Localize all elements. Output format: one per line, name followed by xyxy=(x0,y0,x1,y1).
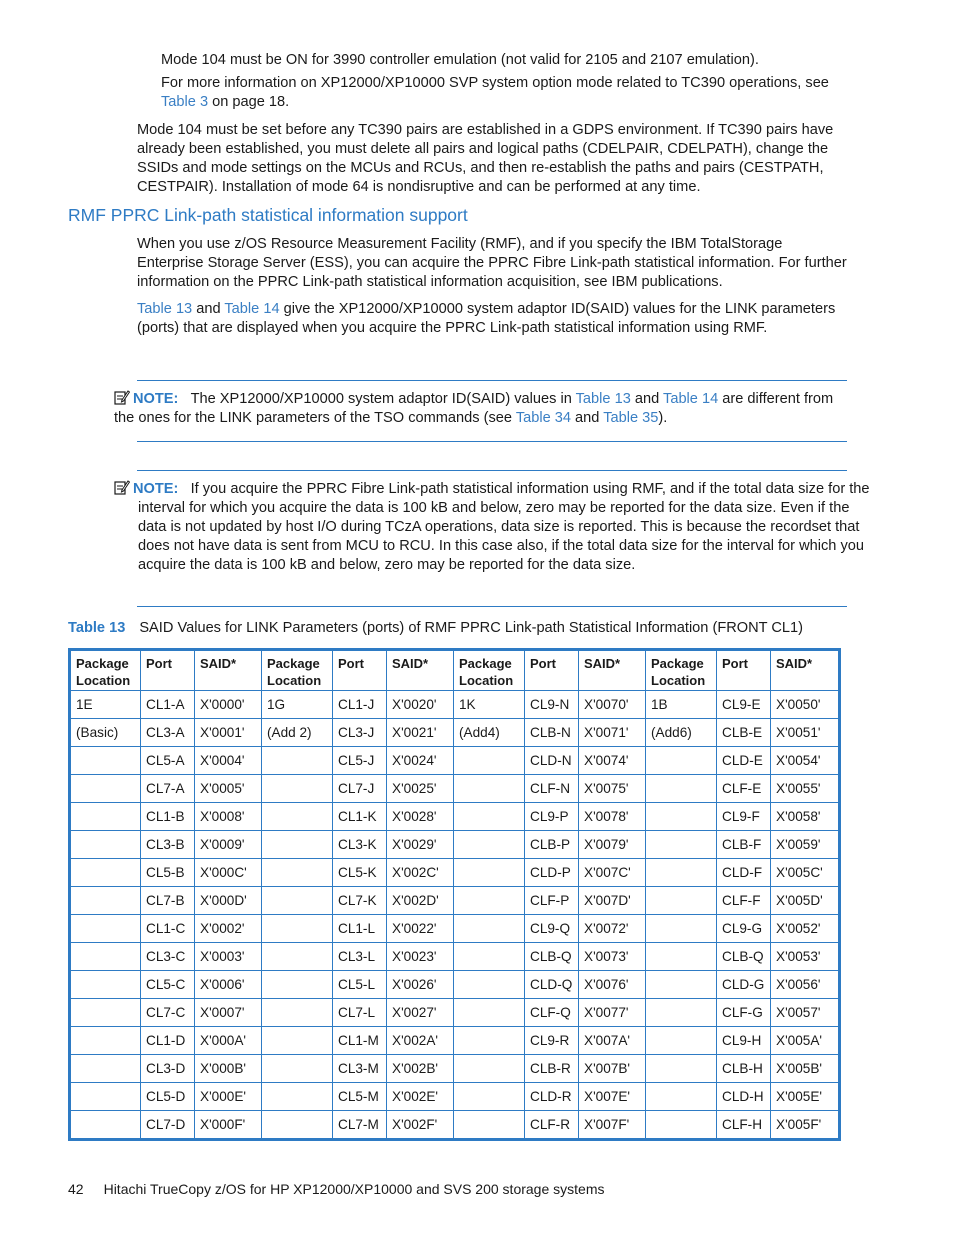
table-cell: X'0021' xyxy=(387,719,454,747)
table-cell: X'007B' xyxy=(579,1055,646,1083)
table-cell: CL3-D xyxy=(141,1055,195,1083)
table-cell xyxy=(454,915,525,943)
column-header: Port xyxy=(525,650,579,691)
table-row xyxy=(70,1027,840,1055)
table-cell: X'002D' xyxy=(387,887,454,915)
para2-text: give the XP12000/XP10000 system adaptor ID(SAID) values for the LINK parameters (ports) that are displayed when you acquire the PPRC Link-path statistical information using RMF. xyxy=(137,301,836,336)
section-paragraph-1: When you use z/OS Resource Measurement Facility (RMF), and if you specify the IBM TotalStorage Enterprise Storage Server (ESS), you can acquire the PPRC Fibre Link-path statistical information. For further information on the PPRC Link-path statistical information acquisition, see IBM publications. xyxy=(137,236,847,290)
table-cell xyxy=(70,971,141,999)
table-cell xyxy=(262,1055,333,1083)
table-cell xyxy=(454,887,525,915)
table-row xyxy=(70,999,840,1027)
table-cell: (Add 2) xyxy=(262,719,333,747)
column-header: Package Location xyxy=(646,650,717,691)
table-cell: X'005B' xyxy=(771,1055,840,1083)
table-cell: X'0057' xyxy=(771,999,840,1027)
table-cell xyxy=(70,803,141,831)
intro-line-2 xyxy=(161,74,836,112)
table-cell: X'0026' xyxy=(387,971,454,999)
table-cell: CL5-C xyxy=(141,971,195,999)
table-cell: X'000A' xyxy=(195,1027,262,1055)
page-number: 42 xyxy=(68,1181,84,1197)
note-2-top-rule xyxy=(137,470,847,471)
table-cell: CL9-F xyxy=(717,803,771,831)
table-cell: X'0028' xyxy=(387,803,454,831)
table-cell: X'0055' xyxy=(771,775,840,803)
table-cell: X'0059' xyxy=(771,831,840,859)
intro-line-2-tail: on page 18. xyxy=(208,94,290,110)
table-cell xyxy=(454,775,525,803)
table-cell: CLD-G xyxy=(717,971,771,999)
table-cell: CLB-N xyxy=(525,719,579,747)
table-cell: CL5-L xyxy=(333,971,387,999)
column-header: SAID* xyxy=(579,650,646,691)
column-header: Package Location xyxy=(454,650,525,691)
table-cell: X'002C' xyxy=(387,859,454,887)
table-cell: X'002A' xyxy=(387,1027,454,1055)
table-13-link[interactable]: Table 13 xyxy=(137,301,193,317)
table-cell xyxy=(262,775,333,803)
table-row xyxy=(70,887,840,915)
note-1-text-2: and xyxy=(630,391,664,407)
column-header: SAID* xyxy=(195,650,262,691)
table-cell: X'0008' xyxy=(195,803,262,831)
table-cell: CLD-N xyxy=(525,747,579,775)
table-cell xyxy=(454,803,525,831)
table-cell: X'0071' xyxy=(579,719,646,747)
note-1-text-5: ). xyxy=(658,410,668,426)
table-cell: X'005D' xyxy=(771,887,840,915)
table-cell: X'0009' xyxy=(195,831,262,859)
para2-and: and xyxy=(192,301,225,317)
table-cell xyxy=(70,1027,141,1055)
table-cell: CLF-H xyxy=(717,1111,771,1140)
section-paragraph-2 xyxy=(137,300,837,338)
table-cell xyxy=(454,747,525,775)
table-cell: X'007C' xyxy=(579,859,646,887)
table-row xyxy=(70,971,840,999)
table-cell xyxy=(262,1083,333,1111)
table-cell: X'0004' xyxy=(195,747,262,775)
table-cell: CLD-F xyxy=(717,859,771,887)
table-cell: CL1-J xyxy=(333,691,387,719)
said-table xyxy=(68,648,841,1141)
table-cell xyxy=(70,859,141,887)
table-cell: X'000F' xyxy=(195,1111,262,1140)
table-cell: 1K xyxy=(454,691,525,719)
table-caption-label: Table 13 xyxy=(68,620,126,636)
table-cell: X'0070' xyxy=(579,691,646,719)
table-cell: X'007F' xyxy=(579,1111,646,1140)
table-cell xyxy=(262,1111,333,1140)
table-cell: X'000D' xyxy=(195,887,262,915)
section-heading: RMF PPRC Link-path statistical information support xyxy=(68,205,468,225)
table-cell xyxy=(70,747,141,775)
table-cell xyxy=(646,1083,717,1111)
table-cell xyxy=(454,1027,525,1055)
note-1-text-3: are different from the ones for the LINK parameters of the TSO commands (see xyxy=(114,391,834,426)
table-cell xyxy=(70,831,141,859)
table-row xyxy=(70,719,840,747)
table-3-link[interactable]: Table 3 xyxy=(161,94,209,110)
table-cell xyxy=(646,971,717,999)
table-cell: CLB-H xyxy=(717,1055,771,1083)
table-cell: X'0029' xyxy=(387,831,454,859)
table-cell: CLB-E xyxy=(717,719,771,747)
table-cell: CL3-C xyxy=(141,943,195,971)
table-cell: X'0025' xyxy=(387,775,454,803)
table-cell xyxy=(70,1083,141,1111)
table-cell xyxy=(70,943,141,971)
table-cell: CL7-B xyxy=(141,887,195,915)
note-2-label: NOTE: xyxy=(133,481,179,497)
table-header-row xyxy=(70,650,840,691)
table-cell: X'0056' xyxy=(771,971,840,999)
table-cell: CL7-L xyxy=(333,999,387,1027)
note-1-text-1: The XP12000/XP10000 system adaptor ID(SAID) values in xyxy=(190,391,576,407)
note-1-text-4: and xyxy=(571,410,604,426)
table-cell xyxy=(262,1027,333,1055)
table-cell: 1E xyxy=(70,691,141,719)
table-cell: CLB-R xyxy=(525,1055,579,1083)
table-cell: X'0006' xyxy=(195,971,262,999)
table-cell xyxy=(646,887,717,915)
table-cell: CL7-M xyxy=(333,1111,387,1140)
footer-title: Hitachi TrueCopy z/OS for HP XP12000/XP10000 and SVS 200 storage systems xyxy=(103,1181,605,1197)
table-row xyxy=(70,943,840,971)
table-cell: X'0020' xyxy=(387,691,454,719)
table-cell: X'005E' xyxy=(771,1083,840,1111)
note-1-label: NOTE: xyxy=(133,391,179,407)
table-cell: CLF-Q xyxy=(525,999,579,1027)
table-cell: CL7-A xyxy=(141,775,195,803)
table-cell: CL9-E xyxy=(717,691,771,719)
table-cell xyxy=(454,943,525,971)
table-cell: CLF-N xyxy=(525,775,579,803)
table-row xyxy=(70,915,840,943)
table-cell xyxy=(70,887,141,915)
table-cell: X'002F' xyxy=(387,1111,454,1140)
table-cell xyxy=(646,943,717,971)
table-cell: CL1-B xyxy=(141,803,195,831)
table-cell xyxy=(454,971,525,999)
table-cell xyxy=(646,1111,717,1140)
table-cell: CL1-A xyxy=(141,691,195,719)
table-cell: CL5-B xyxy=(141,859,195,887)
table-cell xyxy=(70,1055,141,1083)
table-cell xyxy=(646,1055,717,1083)
table-cell xyxy=(454,1083,525,1111)
table-cell: CL1-L xyxy=(333,915,387,943)
table-cell: X'0003' xyxy=(195,943,262,971)
table-cell: X'007A' xyxy=(579,1027,646,1055)
table-cell: CL1-C xyxy=(141,915,195,943)
table-cell: CL5-J xyxy=(333,747,387,775)
note-1-table-14-link[interactable]: Table 14 xyxy=(663,391,719,407)
table-caption xyxy=(68,619,803,638)
table-cell: CL3-K xyxy=(333,831,387,859)
table-cell: CLF-E xyxy=(717,775,771,803)
table-cell: X'007E' xyxy=(579,1083,646,1111)
table-cell: CL3-B xyxy=(141,831,195,859)
table-cell: CLD-R xyxy=(525,1083,579,1111)
table-cell xyxy=(646,1027,717,1055)
table-cell: X'0022' xyxy=(387,915,454,943)
table-cell: X'0023' xyxy=(387,943,454,971)
table-cell: CLB-F xyxy=(717,831,771,859)
table-cell: CL9-N xyxy=(525,691,579,719)
table-cell: X'0052' xyxy=(771,915,840,943)
note-icon xyxy=(114,479,130,495)
note-icon xyxy=(114,389,130,405)
note-1-table-35-link[interactable]: Table 35 xyxy=(603,410,659,426)
table-row xyxy=(70,747,840,775)
table-cell: X'000C' xyxy=(195,859,262,887)
note-2-text: If you acquire the PPRC Fibre Link-path statistical information using RMF, and if the total data size for the interval for which you acquire the data is 100 kB and below, zero may be reported for the data size. Even if the data is not updated by host I/O during TCzA operations, data size is reported. This is because the recordset that does not have data is sent from MCU to RCU. In this case also, if the total data size for the interval for which you acquire the data is 100 kB and below, zero may be reported for the data size. xyxy=(138,481,870,573)
note-1-table-13-link[interactable]: Table 13 xyxy=(575,391,631,407)
table-cell: X'0073' xyxy=(579,943,646,971)
table-cell: X'0075' xyxy=(579,775,646,803)
table-cell: CL3-A xyxy=(141,719,195,747)
table-cell xyxy=(454,859,525,887)
table-cell xyxy=(262,803,333,831)
table-cell: X'0053' xyxy=(771,943,840,971)
table-cell: CL3-L xyxy=(333,943,387,971)
table-cell: CL7-J xyxy=(333,775,387,803)
note-1 xyxy=(114,389,839,428)
table-cell: (Add4) xyxy=(454,719,525,747)
table-row xyxy=(70,1111,840,1140)
intro-line-2-text: For more information on XP12000/XP10000 SVP system option mode related to TC390 operations, see xyxy=(161,75,829,91)
column-header: SAID* xyxy=(387,650,454,691)
table-cell: X'0074' xyxy=(579,747,646,775)
table-cell: X'005C' xyxy=(771,859,840,887)
table-cell xyxy=(454,1111,525,1140)
column-header: Package Location xyxy=(70,650,141,691)
table-cell: X'0002' xyxy=(195,915,262,943)
column-header: SAID* xyxy=(771,650,840,691)
table-cell xyxy=(646,915,717,943)
table-cell xyxy=(454,1055,525,1083)
note-2 xyxy=(114,479,870,575)
table-cell: CLF-G xyxy=(717,999,771,1027)
table-cell: 1B xyxy=(646,691,717,719)
table-cell: X'0001' xyxy=(195,719,262,747)
table-cell: X'0076' xyxy=(579,971,646,999)
table-cell: X'002E' xyxy=(387,1083,454,1111)
table-cell: X'0027' xyxy=(387,999,454,1027)
table-cell: CL1-M xyxy=(333,1027,387,1055)
table-cell xyxy=(70,1111,141,1140)
column-header: Port xyxy=(333,650,387,691)
table-cell xyxy=(262,943,333,971)
table-cell: CL9-R xyxy=(525,1027,579,1055)
table-cell: CL9-G xyxy=(717,915,771,943)
intro-paragraph: Mode 104 must be set before any TC390 pairs are established in a GDPS environment. If TC390 pairs have already been established, you must delete all pairs and logical paths (CDELPAIR, CDELPATH), change the SSIDs and mode settings on the MCUs and RCUs, and then re-establish the paths and pairs (CESTPATH, CESTPAIR). Installation of mode 64 is nondisruptive and can be performed at any time. xyxy=(137,122,834,195)
note-1-table-34-link[interactable]: Table 34 xyxy=(515,410,571,426)
table-cell xyxy=(454,831,525,859)
table-row xyxy=(70,803,840,831)
table-cell: CL5-D xyxy=(141,1083,195,1111)
table-cell xyxy=(70,999,141,1027)
column-header: Port xyxy=(141,650,195,691)
table-cell: X'0005' xyxy=(195,775,262,803)
table-row xyxy=(70,1083,840,1111)
page-footer xyxy=(68,1180,604,1199)
table-cell xyxy=(646,803,717,831)
table-cell xyxy=(262,971,333,999)
table-cell: CL5-A xyxy=(141,747,195,775)
table-cell: X'000B' xyxy=(195,1055,262,1083)
table-cell: X'0077' xyxy=(579,999,646,1027)
table-cell xyxy=(262,859,333,887)
table-cell xyxy=(262,747,333,775)
table-cell: CL7-D xyxy=(141,1111,195,1140)
note-2-bottom-rule xyxy=(137,606,847,607)
table-cell: (Basic) xyxy=(70,719,141,747)
table-cell: 1G xyxy=(262,691,333,719)
table-cell: CL9-H xyxy=(717,1027,771,1055)
table-cell: CLB-P xyxy=(525,831,579,859)
table-cell: X'002B' xyxy=(387,1055,454,1083)
table-cell xyxy=(646,747,717,775)
table-cell: X'0079' xyxy=(579,831,646,859)
table-row xyxy=(70,831,840,859)
table-cell: X'005F' xyxy=(771,1111,840,1140)
table-cell: X'0024' xyxy=(387,747,454,775)
table-cell: X'000E' xyxy=(195,1083,262,1111)
table-cell: X'0000' xyxy=(195,691,262,719)
table-cell: X'0007' xyxy=(195,999,262,1027)
table-cell: X'0058' xyxy=(771,803,840,831)
table-cell: CL7-C xyxy=(141,999,195,1027)
table-cell xyxy=(262,887,333,915)
table-row xyxy=(70,859,840,887)
table-cell xyxy=(646,859,717,887)
table-cell: CLB-Q xyxy=(525,943,579,971)
table-cell: X'0054' xyxy=(771,747,840,775)
table-cell xyxy=(646,831,717,859)
table-cell: (Add6) xyxy=(646,719,717,747)
table-14-link[interactable]: Table 14 xyxy=(224,301,280,317)
table-row xyxy=(70,1055,840,1083)
table-caption-text: SAID Values for LINK Parameters (ports) of RMF PPRC Link-path Statistical Information (FRONT CL1) xyxy=(139,620,804,636)
table-cell: CLD-Q xyxy=(525,971,579,999)
table-cell: X'0078' xyxy=(579,803,646,831)
column-header: Package Location xyxy=(262,650,333,691)
table-cell: X'0051' xyxy=(771,719,840,747)
table-cell: CL1-D xyxy=(141,1027,195,1055)
column-header: Port xyxy=(717,650,771,691)
table-cell: CL3-M xyxy=(333,1055,387,1083)
table-cell xyxy=(70,775,141,803)
note-1-top-rule xyxy=(137,380,847,381)
table-cell: X'007D' xyxy=(579,887,646,915)
table-cell: CL9-P xyxy=(525,803,579,831)
table-cell: CLD-P xyxy=(525,859,579,887)
table-cell: CLD-H xyxy=(717,1083,771,1111)
table-cell: X'0050' xyxy=(771,691,840,719)
table-cell: CL9-Q xyxy=(525,915,579,943)
table-cell xyxy=(262,831,333,859)
table-cell xyxy=(454,999,525,1027)
table-cell: X'0072' xyxy=(579,915,646,943)
table-cell xyxy=(646,999,717,1027)
table-cell: CL5-K xyxy=(333,859,387,887)
table-cell: X'005A' xyxy=(771,1027,840,1055)
table-row xyxy=(70,691,840,719)
table-cell: CL1-K xyxy=(333,803,387,831)
table-cell: CLB-Q xyxy=(717,943,771,971)
table-cell: CLF-F xyxy=(717,887,771,915)
table-cell: CLF-R xyxy=(525,1111,579,1140)
table-cell: CLF-P xyxy=(525,887,579,915)
table-row xyxy=(70,775,840,803)
table-cell xyxy=(646,775,717,803)
table-cell: CL5-M xyxy=(333,1083,387,1111)
note-1-bottom-rule xyxy=(137,441,847,442)
table-cell xyxy=(70,915,141,943)
table-cell: CL7-K xyxy=(333,887,387,915)
intro-line-1: Mode 104 must be ON for 3990 controller emulation (not valid for 2105 and 2107 emulation). xyxy=(161,52,759,68)
table-cell: CLD-E xyxy=(717,747,771,775)
table-cell: CL3-J xyxy=(333,719,387,747)
table-cell xyxy=(262,915,333,943)
table-cell xyxy=(262,999,333,1027)
